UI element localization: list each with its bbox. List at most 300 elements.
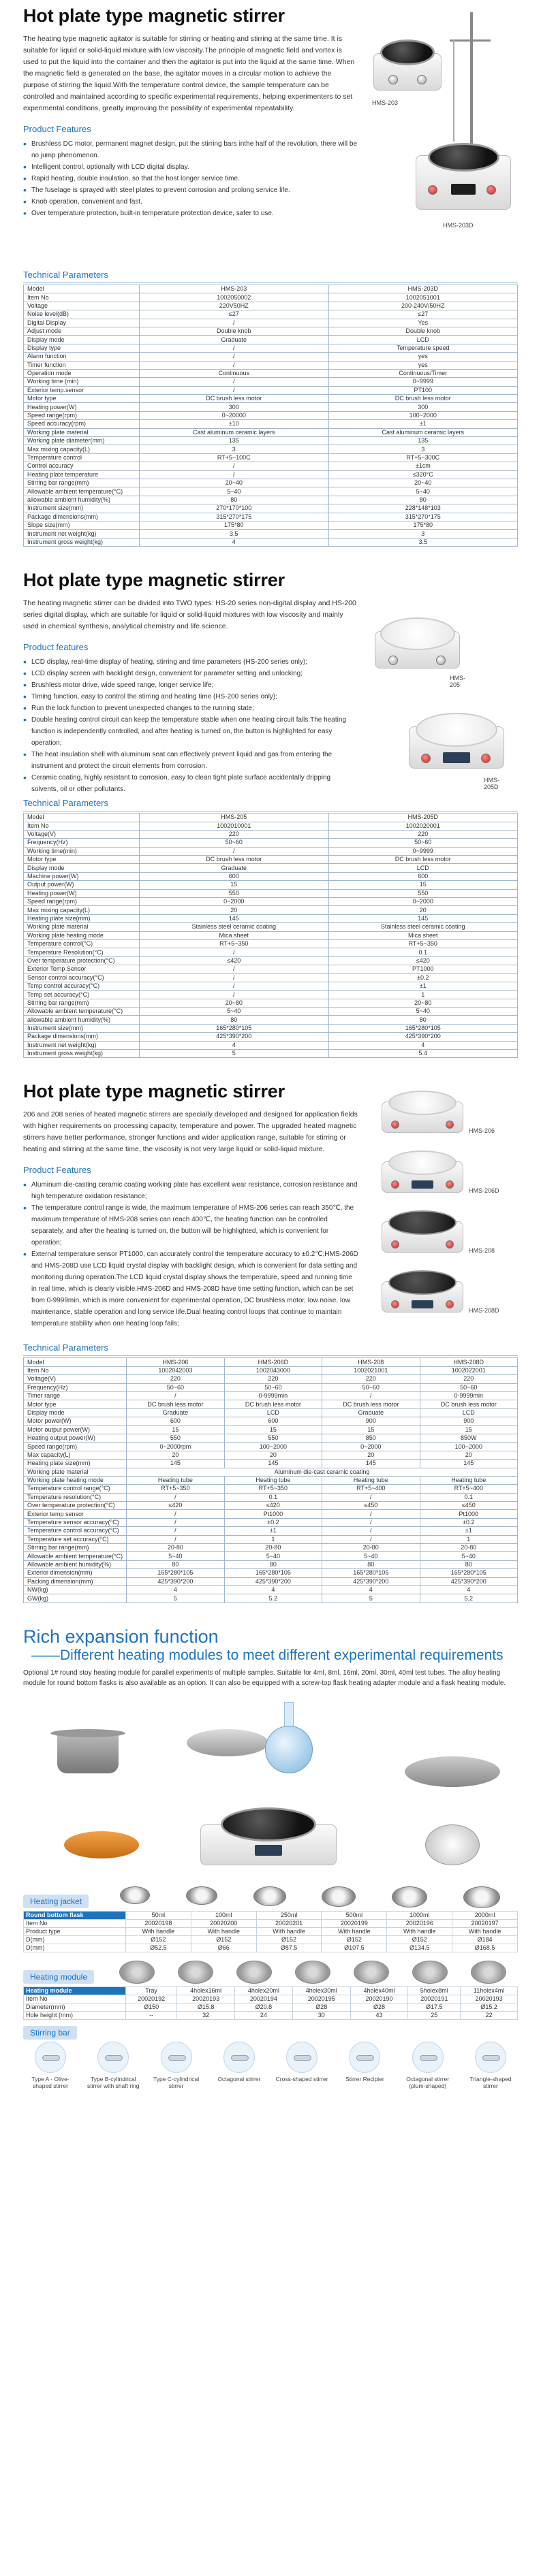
spec-label: Working plate heating mode bbox=[24, 931, 140, 939]
product-label: HMS-206 bbox=[469, 1127, 495, 1135]
accessory-value: 20020201 bbox=[256, 1920, 322, 1928]
spec-row bbox=[24, 914, 518, 922]
spec-label: Item No bbox=[24, 293, 140, 302]
spec-row bbox=[24, 353, 518, 361]
spec-value: / bbox=[322, 1392, 420, 1400]
accessory-label: Heating module bbox=[24, 1987, 126, 1995]
spec-value: HMS-205D bbox=[328, 814, 518, 822]
product-image-hms-205d bbox=[409, 706, 511, 791]
spec-value: 165*280*105 bbox=[224, 1569, 322, 1577]
spec-label: Output power(W) bbox=[24, 881, 140, 889]
section-title: Hot plate type magnetic stirrer bbox=[23, 5, 285, 26]
spec-row bbox=[24, 1443, 518, 1451]
spec-value: 550 bbox=[328, 889, 518, 897]
spec-row bbox=[24, 991, 518, 999]
spec-value: 550 bbox=[127, 1434, 224, 1442]
spec-value: 4 bbox=[224, 1585, 322, 1594]
accessory-value: 100ml bbox=[191, 1912, 256, 1920]
accessory-value: 20020200 bbox=[191, 1920, 256, 1928]
spec-value: 15 bbox=[322, 1426, 420, 1434]
spec-value: 50~60 bbox=[322, 1383, 420, 1391]
spec-label: Max capacity(L) bbox=[24, 1451, 127, 1459]
spec-value: 425*390*200 bbox=[224, 1577, 322, 1585]
spec-value: 3.5 bbox=[140, 530, 329, 538]
spec-value: 5.2 bbox=[224, 1594, 322, 1603]
accessory-value: Ø184 bbox=[452, 1936, 518, 1944]
spec-row bbox=[24, 814, 518, 822]
spec-row bbox=[24, 453, 518, 462]
spec-label: allowable ambient humidity(%) bbox=[24, 496, 140, 504]
spec-value: 135 bbox=[328, 437, 518, 445]
spec-value: / bbox=[140, 948, 329, 956]
spec-value: 4 bbox=[322, 1585, 420, 1594]
spec-value: 20 bbox=[322, 1451, 420, 1459]
stirring-bar-list bbox=[23, 2042, 518, 2089]
spec-label: Motor type bbox=[24, 1400, 127, 1408]
spec-value: / bbox=[127, 1493, 224, 1501]
heating-jacket-icon bbox=[322, 1886, 356, 1907]
feature-item: • Timing function, easy to control the stirring and heating time (HS-200 series only); bbox=[23, 691, 358, 703]
spec-value: ≤420 bbox=[140, 956, 329, 965]
spec-row bbox=[24, 982, 518, 990]
divider bbox=[23, 1355, 518, 1356]
flask-module-image bbox=[418, 1811, 486, 1872]
knob-icon bbox=[421, 754, 431, 763]
accessory-value: Ø152 bbox=[126, 1936, 191, 1944]
spec-row bbox=[24, 344, 518, 352]
accessory-value: 20020193 bbox=[177, 1995, 235, 2003]
accessory-value: 4holex16ml bbox=[177, 1987, 235, 1995]
spec-label: Allowable ambient temperature(°C) bbox=[24, 487, 140, 496]
spec-value: RT+5~350 bbox=[328, 939, 518, 948]
product-image-hms-203 bbox=[373, 19, 445, 108]
spec-label: Slope size(mm) bbox=[24, 521, 140, 529]
spec-value: 600 bbox=[224, 1417, 322, 1426]
spec-value: ±1 bbox=[328, 420, 518, 428]
knob-icon bbox=[428, 185, 437, 195]
spec-value: 165*280*105 bbox=[140, 1024, 329, 1032]
spec-value: 20 bbox=[140, 906, 329, 914]
accessory-value: 43 bbox=[350, 2012, 408, 2020]
section-rich-expansion bbox=[23, 1626, 518, 2089]
spec-label: Instrument gross weight(kg) bbox=[24, 538, 140, 546]
spec-value: 80 bbox=[322, 1560, 420, 1568]
accessory-value: 1000ml bbox=[387, 1912, 452, 1920]
spec-label: Voltage(V) bbox=[24, 1375, 127, 1383]
spec-value: DC brush less motor bbox=[224, 1400, 322, 1408]
spec-value: 200-240V/50HZ bbox=[328, 302, 518, 310]
spec-value: 3 bbox=[140, 445, 329, 453]
spec-value: / bbox=[140, 965, 329, 973]
accessory-value: 20020191 bbox=[408, 1995, 461, 2003]
section-title: Hot plate type magnetic stirrer bbox=[23, 1081, 285, 1102]
spec-row bbox=[24, 470, 518, 479]
spec-row bbox=[24, 386, 518, 394]
spec-row bbox=[24, 1008, 518, 1016]
spec-row bbox=[24, 420, 518, 428]
spec-value: Temperature speed bbox=[328, 344, 518, 352]
spec-label: Motor type bbox=[24, 395, 140, 403]
spec-value: 315*270*175 bbox=[140, 513, 329, 521]
spec-row bbox=[24, 1033, 518, 1041]
spec-row bbox=[24, 538, 518, 546]
stirring-bar-label: Type C-cylindrical stirrer bbox=[153, 2076, 200, 2090]
spec-value: 4 bbox=[420, 1585, 517, 1594]
hot-plate bbox=[428, 143, 499, 172]
spec-value: / bbox=[127, 1510, 224, 1518]
spec-row bbox=[24, 403, 518, 411]
spec-value: 0-9999min bbox=[224, 1392, 322, 1400]
technical-parameters-title: Technical Parameters bbox=[23, 270, 108, 280]
module-block-icon bbox=[64, 1831, 139, 1858]
spec-value: 50~60 bbox=[224, 1383, 322, 1391]
lcd-display-icon bbox=[255, 1845, 282, 1856]
spec-value: DC brush less motor bbox=[328, 856, 518, 864]
product-label: HMS-205 bbox=[450, 675, 465, 689]
accessory-value: 20020197 bbox=[452, 1920, 518, 1928]
feature-list bbox=[23, 656, 358, 795]
product-image-hms-208d bbox=[382, 1266, 504, 1322]
intro-block bbox=[23, 570, 518, 795]
spec-value: / bbox=[140, 353, 329, 361]
spec-value: ±1 bbox=[224, 1527, 322, 1535]
spec-value: 15 bbox=[420, 1426, 517, 1434]
spec-label: Temperature set accuracy(°C) bbox=[24, 1535, 127, 1543]
spec-value: 0~9999 bbox=[328, 378, 518, 386]
accessory-value: 30 bbox=[292, 2012, 350, 2020]
knob-icon bbox=[388, 75, 398, 84]
spec-label: Speed range(rpm) bbox=[24, 1443, 127, 1451]
spec-value: 1002051001 bbox=[328, 293, 518, 302]
spec-value: 165*280*105 bbox=[322, 1569, 420, 1577]
stirring-bar-item bbox=[401, 2042, 455, 2089]
spec-label: Motor power(W) bbox=[24, 1417, 127, 1426]
spec-value: 1002022001 bbox=[420, 1366, 517, 1374]
spec-value: 220 bbox=[224, 1375, 322, 1383]
accessory-row bbox=[24, 2003, 518, 2012]
spec-label: Adjust mode bbox=[24, 327, 140, 335]
spec-label: Digital Display bbox=[24, 319, 140, 327]
spec-row bbox=[24, 1493, 518, 1501]
spec-label: Display mode bbox=[24, 336, 140, 344]
stirring-bar-icon bbox=[286, 2042, 318, 2073]
accessory-value: 20020193 bbox=[461, 1995, 518, 2003]
intro-block bbox=[23, 5, 518, 264]
spec-value: RT+5~300C bbox=[328, 453, 518, 462]
accessory-value: Ø150 bbox=[126, 2003, 177, 2012]
spec-value: / bbox=[140, 462, 329, 470]
spec-value: / bbox=[140, 991, 329, 999]
spec-value: 425*390*200 bbox=[420, 1577, 517, 1585]
accessory-label: D(mm) bbox=[24, 1936, 126, 1944]
spec-value: 425*390*200 bbox=[127, 1577, 224, 1585]
spec-label: allowable ambient humidity(%) bbox=[24, 1016, 140, 1024]
spec-row bbox=[24, 939, 518, 948]
spec-label: Voltage bbox=[24, 302, 140, 310]
spec-row bbox=[24, 898, 518, 906]
accessory-label: Item No bbox=[24, 1920, 126, 1928]
stirring-bar-item bbox=[86, 2042, 140, 2089]
spec-value: 5 bbox=[322, 1594, 420, 1603]
accessory-value: With handle bbox=[191, 1928, 256, 1936]
spec-value: yes bbox=[328, 361, 518, 369]
feature-item: • Double heating control circuit can keep the temperature stable when one heating circuit fails.The heating function is independently controlled, and after heating is turned on, the button is highlighted for easy operation; bbox=[23, 714, 358, 749]
feature-item: • The fuselage is sprayed with steel plates to prevent corrosion and prolong service life. bbox=[23, 184, 358, 196]
spec-value: Graduate bbox=[140, 336, 329, 344]
spec-label: Temperature control accuracy(°C) bbox=[24, 1527, 127, 1535]
spec-row bbox=[24, 1024, 518, 1032]
section-hms-203 bbox=[23, 0, 518, 547]
spec-value: / bbox=[140, 973, 329, 982]
spec-row bbox=[24, 956, 518, 965]
spec-label: Sensor control accuracy(°C) bbox=[24, 973, 140, 982]
spec-value: 165*280*105 bbox=[127, 1569, 224, 1577]
spec-value: HMS-205 bbox=[140, 814, 329, 822]
heating-jacket-icon bbox=[253, 1886, 286, 1906]
spec-row bbox=[24, 881, 518, 889]
spec-row bbox=[24, 395, 518, 403]
accessory-value: 20020195 bbox=[292, 1995, 350, 2003]
spec-label: Exterior temp.sensor bbox=[24, 386, 140, 394]
heating-jacket-icon bbox=[392, 1886, 427, 1907]
spec-label: Temperature sensor accuracy(°C) bbox=[24, 1518, 127, 1526]
spec-value: 300 bbox=[328, 403, 518, 411]
section-hms-206-208 bbox=[23, 1081, 518, 1603]
spec-row bbox=[24, 437, 518, 445]
spec-value: / bbox=[322, 1493, 420, 1501]
spec-label: Max mixing capacity(L) bbox=[24, 906, 140, 914]
spec-row bbox=[24, 856, 518, 864]
spec-row bbox=[24, 479, 518, 487]
spec-value: / bbox=[127, 1535, 224, 1543]
spec-label: Item No bbox=[24, 1366, 127, 1374]
spec-value: 850 bbox=[322, 1434, 420, 1442]
knob-icon bbox=[486, 185, 496, 195]
spec-label: Heating output power(W) bbox=[24, 1434, 127, 1442]
accessory-value: Ø15.2 bbox=[461, 2003, 518, 2012]
spec-value: 5.2 bbox=[420, 1594, 517, 1603]
spec-value: DC brush less motor bbox=[127, 1400, 224, 1408]
spec-label: Motor output power(W) bbox=[24, 1426, 127, 1434]
spec-row bbox=[24, 445, 518, 453]
spec-row bbox=[24, 906, 518, 914]
spec-value: 600 bbox=[140, 872, 329, 880]
stirring-bar-label: Type B-cylindrical stirrer with shaft ring bbox=[87, 2076, 140, 2090]
spec-value: 900 bbox=[322, 1417, 420, 1426]
accessory-value: 20020190 bbox=[350, 1995, 408, 2003]
stirring-bar-label: Stirrer Recipier bbox=[345, 2076, 384, 2083]
spec-row bbox=[24, 923, 518, 931]
technical-parameters-title: Technical Parameters bbox=[23, 1342, 108, 1353]
feature-item: • External temperature sensor PT1000, can accurately control the temperature accuracy to ±0.2℃;HMS-206D and HMS-208D use LCD liquid crystal display with backlight design, which is convenient for data setting and monitoring during operation.The LCD liquid crystal display shows the temperature, speed and running time in real time, which is clearly visible.HMS-206D and HMS-208D have time setting function, which can be set from 0-9999min, which is more convenient for experimental operation, DC brushless motor, low noise, low maintenance, stable operation and long service life.Dual heating control loops that continue to maintain temperature stability when one heating loop fails; bbox=[23, 1249, 358, 1330]
accessory-value: 4holex20ml bbox=[235, 1987, 293, 1995]
spec-value: Heating tube bbox=[420, 1476, 517, 1484]
accessory-value: 20020196 bbox=[387, 1920, 452, 1928]
spec-value: HMS-203D bbox=[328, 285, 518, 293]
bar-shape bbox=[420, 2055, 437, 2061]
spec-label: Allowable ambient temperature(°C) bbox=[24, 1008, 140, 1016]
spec-value: 1 bbox=[328, 991, 518, 999]
spec-value: / bbox=[322, 1518, 420, 1526]
rich-subtitle: ——Different heating modules to meet different experimental requirements bbox=[31, 1647, 504, 1663]
stirring-bar-item bbox=[212, 2042, 266, 2089]
spec-row bbox=[24, 1527, 518, 1535]
stirring-bar-item bbox=[149, 2042, 204, 2089]
spec-value: 3 bbox=[328, 530, 518, 538]
spec-value: 175*80 bbox=[328, 521, 518, 529]
spec-row bbox=[24, 1510, 518, 1518]
spec-row bbox=[24, 1016, 518, 1024]
product-label: HMS-203 bbox=[372, 99, 399, 106]
flask-image bbox=[258, 1702, 320, 1777]
orange-module-image bbox=[64, 1811, 139, 1865]
spec-value: yes bbox=[328, 353, 518, 361]
spec-value: 1002021001 bbox=[322, 1366, 420, 1374]
product-images bbox=[368, 1081, 518, 1340]
lcd-display-icon bbox=[451, 184, 476, 195]
center-stirrer-image bbox=[200, 1797, 337, 1872]
module-images bbox=[94, 1961, 518, 1984]
heating-jacket-row bbox=[23, 1886, 518, 1908]
spec-label: Over temperature protection(°C) bbox=[24, 1502, 127, 1510]
spec-label: Control accuracy bbox=[24, 462, 140, 470]
spec-label: Exterior temp sensor bbox=[24, 1510, 127, 1518]
spec-value: / bbox=[140, 378, 329, 386]
accessory-value: With handle bbox=[452, 1928, 518, 1936]
spec-value: HMS-206D bbox=[224, 1358, 322, 1366]
spec-value: / bbox=[127, 1518, 224, 1526]
accessory-value: With handle bbox=[322, 1928, 387, 1936]
stirring-bar-icon bbox=[349, 2042, 380, 2073]
spec-value: 220 bbox=[322, 1375, 420, 1383]
spec-label: Timer function bbox=[24, 361, 140, 369]
product-image-hms-203d bbox=[416, 128, 511, 230]
product-image-hms-205 bbox=[375, 611, 465, 689]
spec-value: 0~20000 bbox=[140, 411, 329, 419]
spec-value: / bbox=[140, 319, 329, 327]
spec-value: RT+5~100C bbox=[140, 453, 329, 462]
spec-value: 50~60 bbox=[420, 1383, 517, 1391]
feature-item: • Aluminum die-casting ceramic coating working plate has excellent wear resistance, corrosion resistance and high temperature oxidation resistance; bbox=[23, 1179, 358, 1202]
spec-row bbox=[24, 462, 518, 470]
product-images bbox=[368, 570, 518, 794]
spec-value: ≤27 bbox=[328, 310, 518, 319]
spec-row bbox=[24, 285, 518, 293]
bar-shape bbox=[356, 2055, 374, 2061]
spec-value: 1002020001 bbox=[328, 822, 518, 830]
spec-value: 20 bbox=[420, 1451, 517, 1459]
heating-jacket-table bbox=[23, 1911, 518, 1952]
bar-shape bbox=[231, 2055, 249, 2061]
accessory-label: D(mm) bbox=[24, 1944, 126, 1952]
product-label: HMS-205D bbox=[484, 777, 499, 791]
spec-label: Allowable ambient humidity(%) bbox=[24, 1560, 127, 1568]
module-block-icon bbox=[187, 1729, 268, 1756]
accessory-value: Ø20.8 bbox=[235, 2003, 293, 2012]
accessory-value: Ø107.5 bbox=[322, 1944, 387, 1952]
spec-row bbox=[24, 1577, 518, 1585]
feature-item: • The temperature control range is wide, the maximum temperature of HMS-206 series can reach 350℃, the maximum temperature of HMS-208 series can reach 400℃, the heating function can be controlled separately, and after the heating is turned on, the button will be highlighted, which is convenient for operation; bbox=[23, 1202, 358, 1249]
stirring-bar-icon bbox=[475, 2042, 506, 2073]
spec-row bbox=[24, 1544, 518, 1552]
spec-value: 425*390*200 bbox=[328, 1033, 518, 1041]
spec-value: HMS-206 bbox=[127, 1358, 224, 1366]
heating-module-icon bbox=[236, 1961, 272, 1984]
spec-label: Heating plate size(mm) bbox=[24, 1460, 127, 1468]
spec-row bbox=[24, 1468, 518, 1476]
spec-row bbox=[24, 948, 518, 956]
spec-value: 5~40 bbox=[140, 1008, 329, 1016]
product-image-hms-208 bbox=[382, 1206, 504, 1262]
accessory-value: 20020194 bbox=[235, 1995, 293, 2003]
spec-value: DC brush less motor bbox=[322, 1400, 420, 1408]
feature-item: • Brushless motor drive, wide speed range, longer service life; bbox=[23, 679, 358, 691]
spec-value: 1002010001 bbox=[140, 822, 329, 830]
spec-label: Voltage(V) bbox=[24, 830, 140, 838]
spec-row bbox=[24, 1392, 518, 1400]
spec-value: Graduate bbox=[322, 1408, 420, 1417]
spec-value: / bbox=[140, 982, 329, 990]
spec-row bbox=[24, 1552, 518, 1560]
spec-label: Model bbox=[24, 814, 140, 822]
knob-icon bbox=[388, 656, 398, 665]
technical-parameters-title: Technical Parameters bbox=[23, 798, 108, 809]
hot-plate bbox=[380, 39, 435, 65]
spec-value: Heating tube bbox=[322, 1476, 420, 1484]
spec-value: 4 bbox=[140, 1041, 329, 1049]
heating-module-icon bbox=[354, 1961, 389, 1984]
spec-value: HMS-203 bbox=[140, 285, 329, 293]
spec-value: DC brush less motor bbox=[140, 856, 329, 864]
spec-value: 145 bbox=[127, 1460, 224, 1468]
spec-row bbox=[24, 1417, 518, 1426]
spec-value: 80 bbox=[224, 1560, 322, 1568]
flask-icon bbox=[265, 1726, 313, 1773]
spec-value: 165*280*105 bbox=[420, 1569, 517, 1577]
stirring-rod-icon bbox=[453, 39, 454, 142]
spec-value: 900 bbox=[420, 1417, 517, 1426]
spec-label: Frequency(Hz) bbox=[24, 839, 140, 847]
spec-label: Speed range(rpm) bbox=[24, 411, 140, 419]
spec-value: 15 bbox=[140, 881, 329, 889]
spec-value: 315*270*175 bbox=[328, 513, 518, 521]
hot-plate bbox=[380, 617, 455, 650]
accessory-value: Ø134.5 bbox=[387, 1944, 452, 1952]
spec-value: Aluminum die-cast ceramic coating bbox=[127, 1468, 518, 1476]
lcd-display-icon bbox=[412, 1180, 433, 1189]
spec-value: Double knob bbox=[328, 327, 518, 335]
spec-value: Double knob bbox=[140, 327, 329, 335]
spec-row bbox=[24, 1476, 518, 1484]
spec-value: 3 bbox=[328, 445, 518, 453]
feature-item: • Rapid heating, double insulation, so that the host longer service time. bbox=[23, 173, 358, 184]
spec-row bbox=[24, 1434, 518, 1442]
accessory-value: 24 bbox=[235, 2012, 293, 2020]
spec-label: Over temperature protection(°C) bbox=[24, 956, 140, 965]
spec-value: 1002042003 bbox=[127, 1366, 224, 1374]
section-hms-205 bbox=[23, 570, 518, 1058]
accessory-value: 20020192 bbox=[126, 1995, 177, 2003]
spec-value: Stainless steel ceramic coating bbox=[328, 923, 518, 931]
bar-shape bbox=[105, 2055, 123, 2061]
spec-label: Exterior dimension(mm) bbox=[24, 1569, 127, 1577]
spec-label: Instrument gross weight(kg) bbox=[24, 1050, 140, 1058]
spec-row bbox=[24, 973, 518, 982]
spec-row bbox=[24, 1460, 518, 1468]
spec-value: 4 bbox=[328, 1041, 518, 1049]
spec-value: 50~60 bbox=[328, 839, 518, 847]
accessory-value: 4holex40ml bbox=[350, 1987, 408, 1995]
